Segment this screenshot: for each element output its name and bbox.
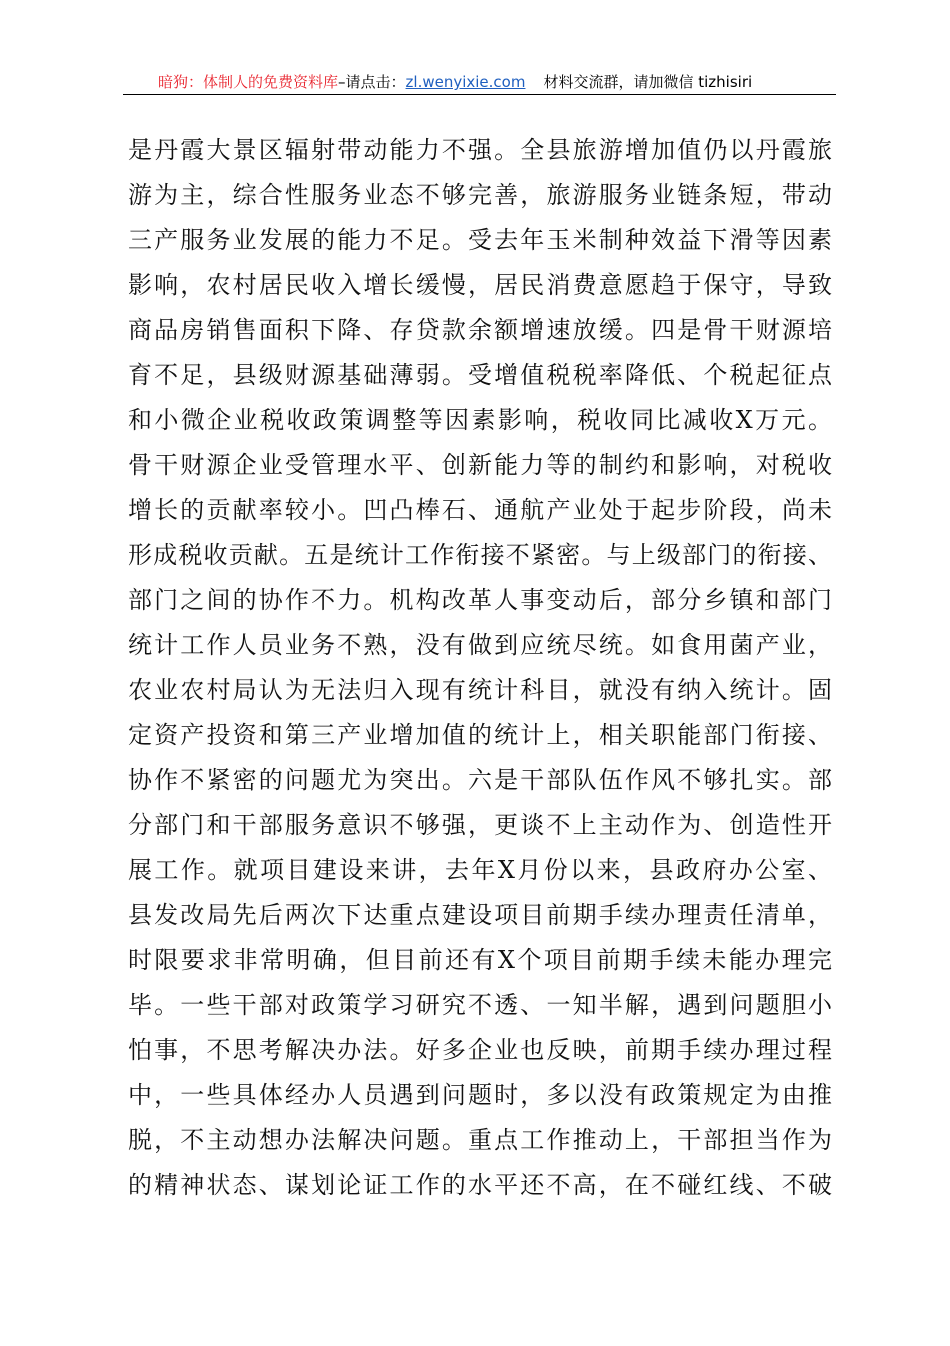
text-line: 形成税收贡献。五是统计工作衔接不紧密。与上级部门的衔接、: [128, 541, 832, 569]
text-line: 脱，不主动想办法解决问题。重点工作推动上，干部担当作为: [128, 1126, 832, 1154]
text-line: 是丹霞大景区辐射带动能力不强。全县旅游增加值仍以丹霞旅: [128, 136, 832, 164]
text-line: 县发改局先后两次下达重点建设项目前期手续办理责任清单，: [128, 901, 832, 929]
text-line: 分部门和干部服务意识不够强，更谈不上主动作为、创造性开: [128, 811, 832, 839]
text-line: 的精神状态、谋划论证工作的水平还不高，在不碰红线、不破: [128, 1171, 832, 1199]
text-line: 协作不紧密的问题尤为突出。六是干部队伍作风不够扎实。部: [128, 766, 832, 794]
text-line: 骨干财源企业受管理水平、创新能力等的制约和影响，对税收: [128, 451, 832, 479]
text-line: 部门之间的协作不力。机构改革人事变动后，部分乡镇和部门: [128, 586, 832, 614]
page-header: [123, 70, 836, 95]
text-line: 和小微企业税收政策调整等因素影响，税收同比减收X万元。: [128, 406, 832, 434]
header-prompt: –请点击：: [338, 73, 406, 91]
text-line: 怕事，不思考解决办法。好多企业也反映，前期手续办理过程: [128, 1036, 832, 1064]
text-line: 影响，农村居民收入增长缓慢，居民消费意愿趋于保守，导致: [128, 271, 832, 299]
text-line: 游为主，综合性服务业态不够完善，旅游服务业链条短，带动: [128, 181, 832, 209]
header-link[interactable]: zl.wenyixie.com: [405, 73, 526, 91]
text-line: 增长的贡献率较小。凹凸棒石、通航产业处于起步阶段，尚未: [128, 496, 832, 524]
text-line: 商品房销售面积下降、存贷款余额增速放缓。四是骨干财源培: [128, 316, 832, 344]
text-line: 时限要求非常明确，但目前还有X个项目前期手续未能办理完: [128, 946, 832, 974]
text-line: 农业农村局认为无法归入现有统计科目，就没有纳入统计。固: [128, 676, 832, 704]
text-line: 育不足，县级财源基础薄弱。受增值税税率降低、个税起征点: [128, 361, 832, 389]
text-line: 展工作。就项目建设来讲，去年X月份以来，县政府办公室、: [128, 856, 832, 884]
text-line: 中，一些具体经办人员遇到问题时，多以没有政策规定为由推: [128, 1081, 832, 1109]
text-line: 毕。一些干部对政策学习研究不透、一知半解，遇到问题胆小: [128, 991, 832, 1019]
text-line: 统计工作人员业务不熟，没有做到应统尽统。如食用菌产业，: [128, 631, 832, 659]
text-line: 定资产投资和第三产业增加值的统计上，相关职能部门衔接、: [128, 721, 832, 749]
text-line: 三产服务业发展的能力不足。受去年玉米制种效益下滑等因素: [128, 226, 832, 254]
header-group-info: 材料交流群，请加微信 tizhisiri: [543, 73, 753, 91]
header-brand: 暗狗：体制人的免费资料库: [158, 73, 339, 91]
document-body: [128, 128, 832, 1208]
